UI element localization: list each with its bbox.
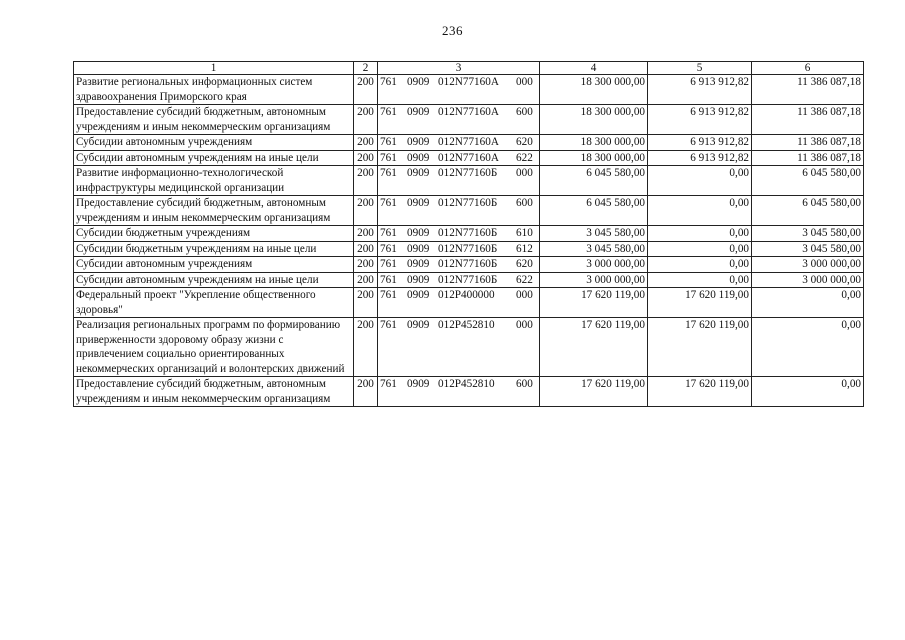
item-name: Развитие региональных информационных систем здравоохранения Приморского края	[74, 75, 354, 105]
value-column-4: 18 300 000,00	[540, 105, 648, 135]
ministry-code: 761	[380, 106, 397, 118]
value-column-5: 17 620 119,00	[648, 377, 752, 407]
value-column-5: 6 913 912,82	[648, 135, 752, 151]
value-column-5: 0,00	[648, 226, 752, 242]
ministry-code: 761	[380, 151, 397, 164]
section-code: 0909	[407, 242, 430, 255]
table-row	[74, 272, 864, 288]
expense-type-code: 000	[516, 76, 533, 88]
table-row	[74, 318, 864, 377]
table-row	[74, 257, 864, 273]
budget-classification-code	[378, 135, 540, 151]
target-article-code: 012N77160А	[438, 136, 499, 148]
code-column-2: 200	[354, 241, 378, 257]
target-article-code: 012N77160Б	[438, 242, 498, 255]
value-column-5: 17 620 119,00	[648, 318, 752, 377]
column-header: 4	[540, 62, 648, 75]
budget-classification-code	[378, 75, 540, 105]
code-column-2: 200	[354, 288, 378, 318]
value-column-6: 0,00	[752, 288, 864, 318]
value-column-6: 6 045 580,00	[752, 166, 864, 196]
value-column-4: 6 045 580,00	[540, 196, 648, 226]
value-column-4: 6 045 580,00	[540, 166, 648, 196]
section-code: 0909	[407, 197, 430, 209]
value-column-4: 3 000 000,00	[540, 257, 648, 273]
section-code: 0909	[407, 106, 430, 118]
section-code: 0909	[407, 76, 430, 88]
item-name: Субсидии автономным учреждениям на иные цели	[74, 150, 354, 166]
expense-type-code: 600	[516, 197, 533, 209]
value-column-4: 17 620 119,00	[540, 288, 648, 318]
item-name: Субсидии автономным учреждениям	[74, 135, 354, 151]
budget-classification-code	[378, 318, 540, 377]
budget-classification-code	[378, 226, 540, 242]
item-name: Субсидии бюджетным учреждениям	[74, 226, 354, 242]
code-column-2: 200	[354, 105, 378, 135]
value-column-4: 3 000 000,00	[540, 272, 648, 288]
budget-classification-code	[378, 241, 540, 257]
expense-type-code: 000	[516, 167, 533, 179]
column-header: 6	[752, 62, 864, 75]
value-column-6: 0,00	[752, 318, 864, 377]
budget-classification-code	[378, 288, 540, 318]
expense-type-code: 612	[516, 242, 533, 255]
value-column-5: 0,00	[648, 257, 752, 273]
table-row	[74, 241, 864, 257]
ministry-code: 761	[380, 242, 397, 255]
budget-classification-code	[378, 150, 540, 166]
value-column-4: 18 300 000,00	[540, 150, 648, 166]
expense-type-code: 610	[516, 227, 533, 239]
expense-type-code: 622	[516, 151, 533, 164]
value-column-4: 18 300 000,00	[540, 135, 648, 151]
item-name: Предоставление субсидий бюджетным, автономным учреждениям и иным некоммерческим организациям	[74, 377, 354, 407]
table-body	[74, 75, 864, 407]
table-row	[74, 377, 864, 407]
section-code: 0909	[407, 151, 430, 164]
value-column-6: 3 000 000,00	[752, 272, 864, 288]
budget-classification-code	[378, 105, 540, 135]
ministry-code: 761	[380, 289, 397, 301]
value-column-6: 11 386 087,18	[752, 150, 864, 166]
ministry-code: 761	[380, 197, 397, 209]
ministry-code: 761	[380, 136, 397, 148]
value-column-5: 6 913 912,82	[648, 150, 752, 166]
expense-type-code: 620	[516, 258, 533, 270]
section-code: 0909	[407, 319, 430, 331]
section-code: 0909	[407, 289, 430, 301]
target-article-code: 012P452810	[438, 319, 495, 331]
value-column-4: 17 620 119,00	[540, 377, 648, 407]
table-row	[74, 135, 864, 151]
ministry-code: 761	[380, 227, 397, 239]
section-code: 0909	[407, 227, 430, 239]
target-article-code: 012N77160А	[438, 106, 499, 118]
budget-table	[73, 61, 864, 407]
section-code: 0909	[407, 378, 430, 390]
table-header-row	[74, 62, 864, 75]
ministry-code: 761	[380, 258, 397, 270]
ministry-code: 761	[380, 167, 397, 179]
value-column-4: 18 300 000,00	[540, 75, 648, 105]
value-column-6: 11 386 087,18	[752, 105, 864, 135]
table-row	[74, 166, 864, 196]
value-column-5: 0,00	[648, 196, 752, 226]
code-column-2: 200	[354, 318, 378, 377]
table-row	[74, 196, 864, 226]
code-column-2: 200	[354, 226, 378, 242]
table-row	[74, 288, 864, 318]
column-header: 3	[378, 62, 540, 75]
expense-type-code: 622	[516, 273, 533, 286]
value-column-6: 6 045 580,00	[752, 196, 864, 226]
item-name: Предоставление субсидий бюджетным, автономным учреждениям и иным некоммерческим организациям	[74, 196, 354, 226]
value-column-4: 17 620 119,00	[540, 318, 648, 377]
expense-type-code: 620	[516, 136, 533, 148]
column-header: 2	[354, 62, 378, 75]
item-name: Субсидии бюджетным учреждениям на иные цели	[74, 241, 354, 257]
value-column-5: 0,00	[648, 241, 752, 257]
budget-classification-code	[378, 257, 540, 273]
code-column-2: 200	[354, 75, 378, 105]
value-column-6: 3 045 580,00	[752, 226, 864, 242]
table-row	[74, 105, 864, 135]
target-article-code: 012N77160Б	[438, 258, 498, 270]
page-number: 236	[442, 23, 463, 38]
ministry-code: 761	[380, 378, 397, 390]
target-article-code: 012N77160Б	[438, 167, 498, 179]
budget-classification-code	[378, 166, 540, 196]
section-code: 0909	[407, 273, 430, 286]
section-code: 0909	[407, 136, 430, 148]
item-name: Реализация региональных программ по формированию приверженности здоровому образу жизни с привлечением социально ориентированных некоммерческих организаций и волонтерских движений	[74, 318, 354, 377]
code-column-2: 200	[354, 150, 378, 166]
value-column-6: 0,00	[752, 377, 864, 407]
target-article-code: 012P452810	[438, 378, 495, 390]
expense-type-code: 000	[516, 289, 533, 301]
value-column-4: 3 045 580,00	[540, 226, 648, 242]
column-header: 1	[74, 62, 354, 75]
code-column-2: 200	[354, 272, 378, 288]
budget-classification-code	[378, 377, 540, 407]
code-column-2: 200	[354, 135, 378, 151]
budget-classification-code	[378, 272, 540, 288]
column-header: 5	[648, 62, 752, 75]
expense-type-code: 600	[516, 378, 533, 390]
value-column-6: 3 045 580,00	[752, 241, 864, 257]
table-row	[74, 226, 864, 242]
code-column-2: 200	[354, 196, 378, 226]
value-column-6: 11 386 087,18	[752, 135, 864, 151]
value-column-5: 0,00	[648, 272, 752, 288]
target-article-code: 012N77160А	[438, 151, 499, 164]
code-column-2: 200	[354, 166, 378, 196]
target-article-code: 012N77160Б	[438, 197, 498, 209]
table-row	[74, 75, 864, 105]
value-column-5: 0,00	[648, 166, 752, 196]
expense-type-code: 600	[516, 106, 533, 118]
value-column-6: 3 000 000,00	[752, 257, 864, 273]
code-column-2: 200	[354, 257, 378, 273]
value-column-4: 3 045 580,00	[540, 241, 648, 257]
item-name: Федеральный проект "Укрепление общественного здоровья"	[74, 288, 354, 318]
code-column-2: 200	[354, 377, 378, 407]
item-name: Предоставление субсидий бюджетным, автономным учреждениям и иным некоммерческим организациям	[74, 105, 354, 135]
target-article-code: 012N77160Б	[438, 227, 498, 239]
expense-type-code: 000	[516, 319, 533, 331]
ministry-code: 761	[380, 319, 397, 331]
section-code: 0909	[407, 167, 430, 179]
item-name: Субсидии автономным учреждениям на иные цели	[74, 272, 354, 288]
value-column-5: 17 620 119,00	[648, 288, 752, 318]
ministry-code: 761	[380, 273, 397, 286]
value-column-5: 6 913 912,82	[648, 105, 752, 135]
item-name: Субсидии автономным учреждениям	[74, 257, 354, 273]
budget-classification-code	[378, 196, 540, 226]
target-article-code: 012P400000	[438, 289, 495, 301]
section-code: 0909	[407, 258, 430, 270]
table-row	[74, 150, 864, 166]
target-article-code: 012N77160А	[438, 76, 499, 88]
ministry-code: 761	[380, 76, 397, 88]
item-name: Развитие информационно-технологической инфраструктуры медицинской организации	[74, 166, 354, 196]
target-article-code: 012N77160Б	[438, 273, 498, 286]
value-column-5: 6 913 912,82	[648, 75, 752, 105]
value-column-6: 11 386 087,18	[752, 75, 864, 105]
